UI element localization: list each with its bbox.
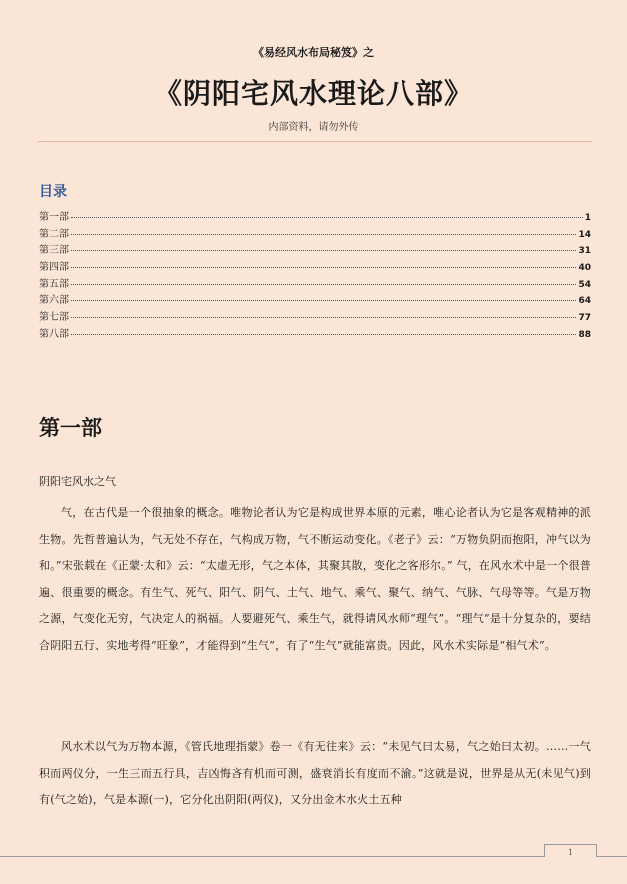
- body-paragraph: 风水术以气为万物本源，《管氏地理指蒙》卷一《有无往来》云：“未见气曰太易，气之始曰太初。……一气积而两仪分，一生三而五行具，吉凶悔吝有机而可测，盛衰消长有度而不渝。”这就是说，世界是从无(未见气)到有(气之始)，气是本源(一)，它分化出阴阳(两仪)，又分出金木水火土五种: [39, 740, 591, 807]
- toc-item-label: 第六部: [39, 295, 69, 307]
- toc-leader-dots: [71, 300, 576, 301]
- section-subheading: 阴阳宅风水之气: [39, 475, 116, 488]
- toc-item-page: 1: [584, 213, 591, 223]
- toc-item-label: 第二部: [39, 228, 69, 240]
- toc-heading: 目录: [39, 184, 67, 200]
- toc-item[interactable]: [39, 258, 591, 275]
- toc-leader-dots: [71, 317, 576, 318]
- toc-item-label: 第三部: [39, 245, 69, 257]
- toc-leader-dots: [71, 284, 576, 285]
- toc-item-label: 第七部: [39, 312, 69, 324]
- pre-title: 《易经风水布局秘笈》之: [253, 46, 374, 59]
- toc-item[interactable]: [39, 308, 591, 325]
- toc-item-page: 40: [578, 263, 591, 274]
- toc-item-label: 第四部: [39, 262, 69, 274]
- toc-item[interactable]: [39, 241, 591, 258]
- toc-item-label: 第一部: [39, 212, 69, 223]
- section-heading: 第一部: [39, 416, 102, 440]
- toc-item[interactable]: [39, 208, 591, 225]
- page-title: 《阴阳宅风水理论八部》: [153, 77, 473, 110]
- toc-leader-dots: [71, 217, 583, 218]
- toc-item-page: 64: [578, 296, 591, 307]
- toc-item-page: 31: [578, 246, 591, 257]
- toc-item-label: 第五部: [39, 278, 69, 290]
- toc-item[interactable]: [39, 325, 591, 342]
- table-of-contents: [39, 208, 591, 342]
- toc-leader-dots: [71, 267, 576, 268]
- subtitle: 内部资料，请勿外传: [268, 122, 359, 133]
- body-paragraph: 气，在古代是一个很抽象的概念。唯物论者认为它是构成世界本原的元素，唯心论者认为它是客观精神的派生物。先哲普遍认为，气无处不存在，气构成万物，气不断运动变化。《老子》云：“万物负阴而抱阳，冲气以为和。”宋张载在《正蒙·太和》云：“太虚无形，气之本体，其聚其散，变化之客形尔。” 气，在风水术中是一个很普遍、很重要的概念。有生气、死气、阳气、阴气、土气、地气、乘气、聚气、纳气、气脉、气母等等。气是万物之源，气变化无穷，气决定人的祸福。人要避死气、乘生气，就得请风水师“理气”。“理气”是十分复杂的，要结合阴阳五行、实地考得“旺象”，才能得到“生气”，有了“生气”就能富贵。因此，风水术实际是“相气术”。: [39, 506, 591, 652]
- title-divider: [38, 141, 592, 142]
- toc-leader-dots: [71, 234, 576, 235]
- toc-leader-dots: [71, 334, 576, 335]
- toc-item-page: 54: [578, 279, 591, 290]
- toc-leader-dots: [71, 250, 576, 251]
- toc-item[interactable]: [39, 275, 591, 292]
- toc-item[interactable]: [39, 225, 591, 242]
- footer-divider: [0, 856, 627, 857]
- toc-item-page: 88: [578, 329, 591, 340]
- toc-item-page: 14: [578, 229, 591, 240]
- toc-item[interactable]: [39, 291, 591, 308]
- toc-item-page: 77: [578, 313, 591, 324]
- page-number: 1: [544, 844, 597, 857]
- toc-item-label: 第八部: [39, 328, 69, 340]
